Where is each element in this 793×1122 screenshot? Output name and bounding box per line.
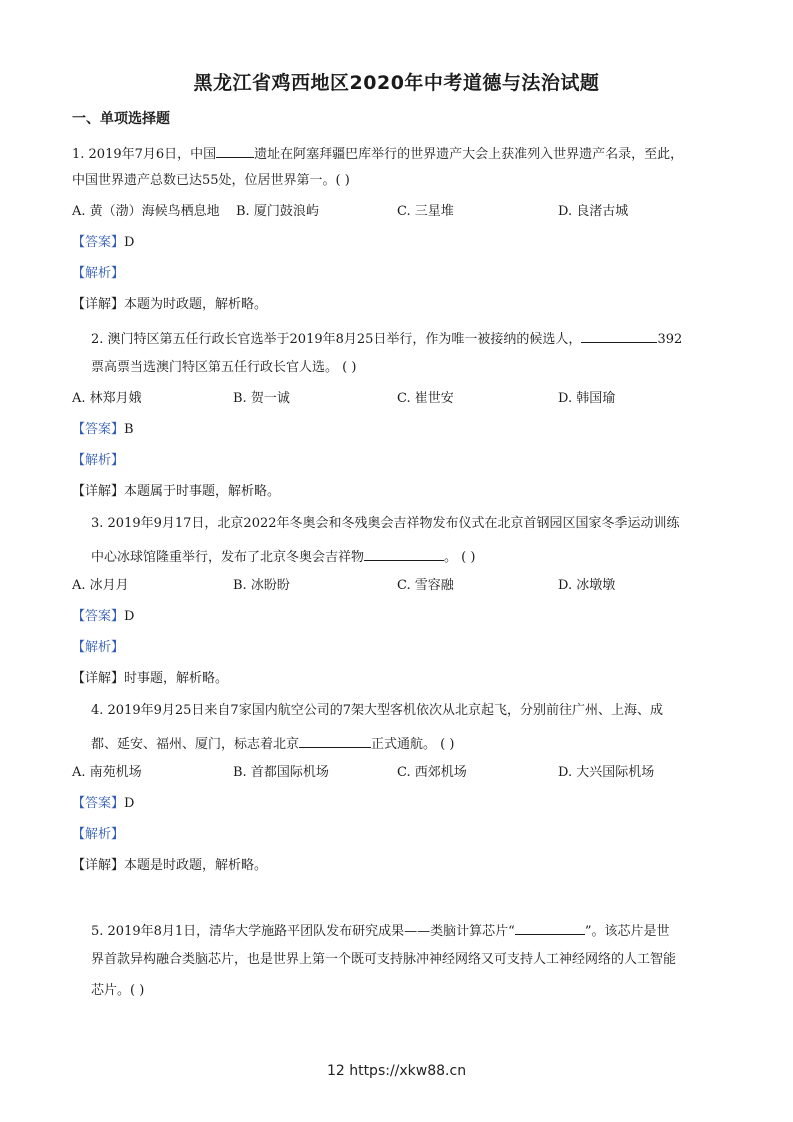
page-footer: 12 https://xkw88.cn bbox=[326, 1063, 467, 1079]
question-5-line-2: 界首款异构融合类脑芯片，也是世界上第一个既可支持脉冲神经网络又可支持人工神经网络的人工智能 bbox=[91, 952, 677, 967]
question-2-answer: 【答案】B bbox=[72, 422, 134, 437]
question-1-analysis: 【解析】 bbox=[72, 266, 125, 281]
question-4-option-d: D. 大兴国际机场 bbox=[558, 765, 655, 780]
question-3-answer: 【答案】D bbox=[72, 609, 135, 624]
question-1-option-a: A. 黄（渤）海候鸟栖息地 bbox=[72, 204, 220, 219]
section-heading: 一、单项选择题 bbox=[72, 111, 170, 127]
question-3-option-a: A. 冰月月 bbox=[72, 578, 129, 593]
question-4-option-c: C. 西郊机场 bbox=[397, 765, 467, 780]
question-1-answer: 【答案】D bbox=[72, 235, 135, 250]
answer-blank bbox=[216, 143, 254, 158]
question-4-option-b: B. 首都国际机场 bbox=[233, 765, 329, 780]
question-3-option-d: D. 冰墩墩 bbox=[558, 578, 616, 593]
question-2-option-b: B. 贺一诚 bbox=[233, 391, 290, 406]
question-4-line-1: 4. 2019年9月25日来自7家国内航空公司的7架大型客机依次从北京起飞，分别前往广州、上海、成 bbox=[91, 703, 663, 718]
question-2-option-d: D. 韩国瑜 bbox=[558, 391, 616, 406]
question-3-line-1: 3. 2019年9月17日，北京2022年冬奥会和冬残奥会吉祥物发布仪式在北京首钢园区国家冬季运动训练 bbox=[91, 516, 680, 531]
question-1-option-d: D. 良渚古城 bbox=[558, 204, 629, 219]
question-1-line-1: 1. 2019年7月6日，中国 遗址在阿塞拜疆巴库举行的世界遗产大会上获准列入世界遗产名录，至此， bbox=[72, 143, 683, 164]
answer-blank bbox=[299, 733, 371, 748]
question-1-option-b: B. 厦门鼓浪屿 bbox=[236, 204, 319, 219]
question-2-option-c: C. 崔世安 bbox=[397, 391, 454, 406]
answer-blank bbox=[515, 920, 585, 935]
question-3-option-b: B. 冰盼盼 bbox=[233, 578, 290, 593]
question-4-line-2: 都、延安、福州、厦门，标志着北京 正式通航。 ( ) bbox=[91, 733, 454, 754]
question-2-line-1: 2. 澳门特区第五任行政长官选举于2019年8月25日举行，作为唯一被接纳的候选人， 392 bbox=[91, 328, 682, 349]
question-4-analysis: 【解析】 bbox=[72, 827, 125, 842]
question-3-detail: 【详解】时事题，解析略。 bbox=[72, 671, 229, 686]
answer-blank bbox=[581, 328, 657, 343]
question-1-line-2: 中国世界遗产总数已达55处，位居世界第一。( ) bbox=[72, 173, 350, 188]
answer-blank bbox=[364, 546, 444, 561]
page-title: 黑龙江省鸡西地区2020年中考道德与法治试题 bbox=[193, 72, 600, 94]
question-2-option-a: A. 林郑月娥 bbox=[72, 391, 142, 406]
question-5-line-3: 芯片。( ) bbox=[91, 983, 145, 998]
question-2-detail: 【详解】本题属于时事题，解析略。 bbox=[72, 484, 281, 499]
question-3-line-2: 中心冰球馆隆重举行，发布了北京冬奥会吉祥物 。 ( ) bbox=[91, 546, 475, 567]
question-4-option-a: A. 南苑机场 bbox=[72, 765, 142, 780]
question-4-detail: 【详解】本题是时政题，解析略。 bbox=[72, 858, 268, 873]
question-5-line-1: 5. 2019年8月1日，清华大学施路平团队发布研究成果——类脑计算芯片“ ”。该芯片是世 bbox=[91, 920, 669, 941]
question-4-answer: 【答案】D bbox=[72, 796, 135, 811]
question-3-analysis: 【解析】 bbox=[72, 640, 125, 655]
question-1-option-c: C. 三星堆 bbox=[397, 204, 454, 219]
question-1-detail: 【详解】本题为时政题，解析略。 bbox=[72, 297, 268, 312]
question-2-line-2: 票高票当选澳门特区第五任行政长官人选。 ( ) bbox=[91, 360, 357, 375]
question-3-option-c: C. 雪容融 bbox=[397, 578, 454, 593]
question-2-analysis: 【解析】 bbox=[72, 453, 125, 468]
